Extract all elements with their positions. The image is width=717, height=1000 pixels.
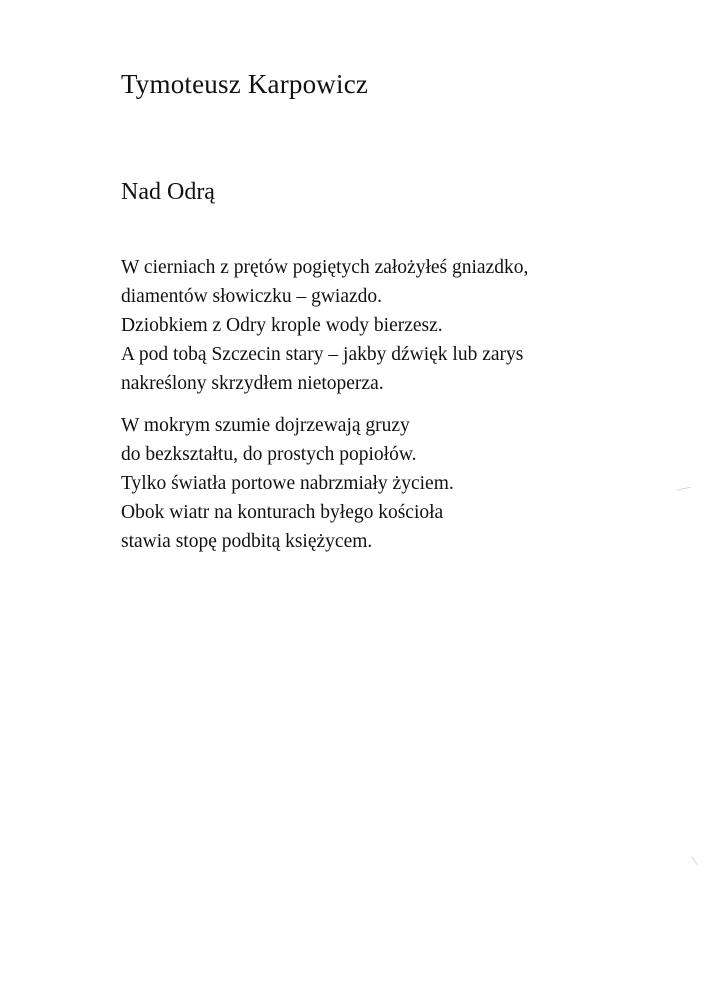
stanza-1: [121, 253, 528, 398]
scan-mark: [689, 856, 698, 868]
poem-line: A pod tobą Szczecin stary – jakby dźwięk lub zarys: [121, 344, 524, 365]
scan-mark: [676, 486, 692, 492]
author-name: Tymoteusz Karpowicz: [121, 69, 369, 99]
poem-line: Obok wiatr na konturach byłego kościoła: [121, 502, 444, 523]
poem-line: stawia stopę podbitą księżycem.: [121, 531, 373, 552]
poem-title: Nad Odrą: [121, 179, 215, 205]
poem-line: Dziobkiem z Odry krople wody bierzesz.: [121, 315, 443, 336]
poem-line: nakreślony skrzydłem nietoperza.: [121, 373, 384, 394]
stanza-2: [121, 411, 454, 556]
poem-line: Tylko światła portowe nabrzmiały życiem.: [121, 473, 454, 494]
poem-line: diamentów słowiczku – gwiazdo.: [121, 286, 383, 307]
poem-line: W mokrym szumie dojrzewają gruzy: [121, 415, 410, 436]
poem-line: do bezkształtu, do prostych popiołów.: [121, 444, 417, 465]
poem-line: W cierniach z prętów pogiętych założyłeś gniazdko,: [121, 257, 529, 278]
